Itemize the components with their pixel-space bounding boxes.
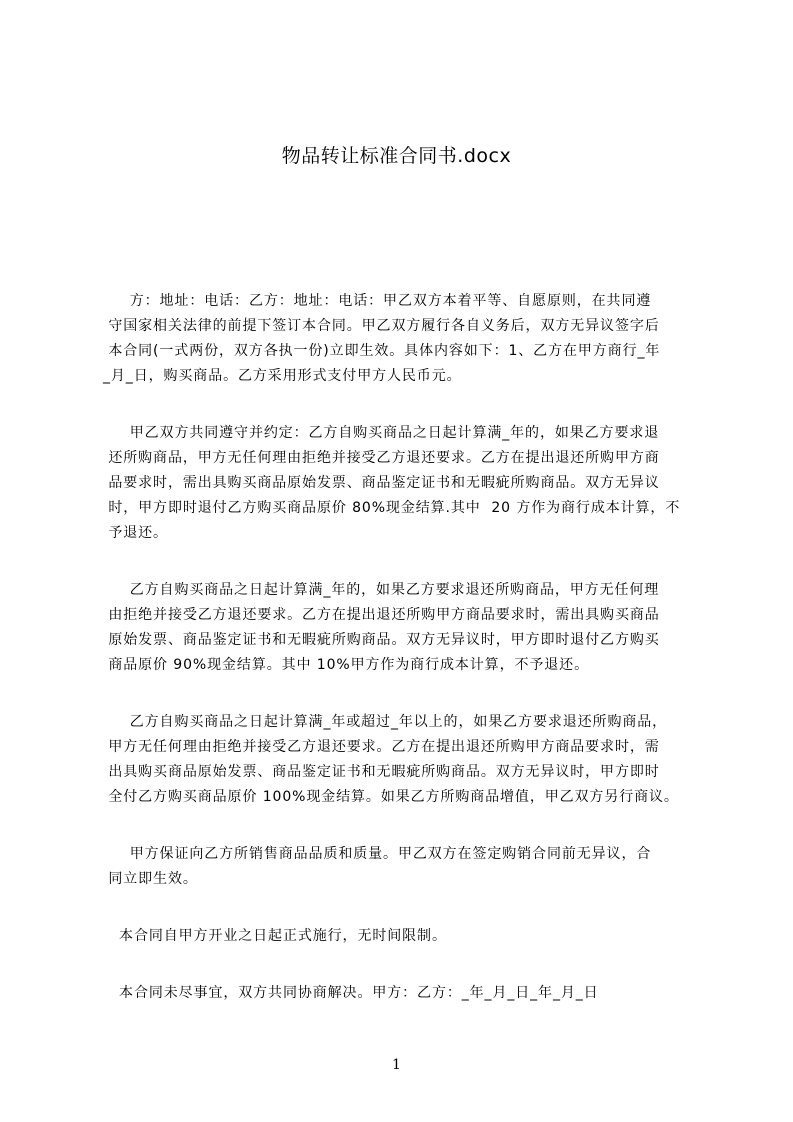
text-line: 甲乙双方共同遵守并约定：乙方自购买商品之日起计算满_年的，如果乙方要求退 — [103, 425, 660, 441]
paragraph-spacer — [103, 892, 703, 924]
paragraph-5 — [103, 842, 703, 892]
paragraph-spacer — [103, 546, 703, 578]
paragraph-6 — [103, 924, 703, 949]
text-line: 本合同(一式两份，双方各执一份)立即生效。具体内容如下：1、乙方在甲方商行_年 — [103, 343, 661, 359]
text-line: _月_日，购买商品。乙方采用形式支付甲方人民币元。 — [103, 368, 462, 384]
text-line: 出具购买商品原始发票、商品鉴定证书和无暇疵所购商品。双方无异议时，甲方即时 — [103, 764, 660, 780]
page-number: 1 — [392, 1057, 401, 1073]
document-body — [103, 289, 703, 1006]
paragraph-spacer — [103, 949, 703, 981]
paragraph-spacer — [103, 810, 703, 842]
text-line: 由拒绝并接受乙方退还要求。乙方在提出退还所购甲方商品要求时，需出具购买商品 — [103, 607, 660, 623]
text-line: 予退还。 — [103, 525, 168, 541]
paragraph-2 — [103, 421, 703, 546]
paragraph-spacer — [103, 678, 703, 710]
paragraph-1 — [103, 289, 703, 389]
paragraph-3 — [103, 578, 703, 678]
text-line: 同立即生效。 — [103, 871, 198, 887]
text-line: 时，甲方即时退付乙方购买商品原价 80%现金结算.其中 20 方作为商行成本计算，不 — [103, 500, 681, 516]
text-line: 原始发票、商品鉴定证书和无暇疵所购商品。双方无异议时，甲方即时退付乙方购买 — [103, 632, 660, 648]
text-line: 本合同自甲方开业之日起正式施行，无时间限制。 — [103, 928, 447, 944]
text-line: 乙方自购买商品之日起计算满_年或超过_年以上的，如果乙方要求退还所购商品， — [103, 714, 668, 730]
text-line: 本合同未尽事宜，双方共同协商解决。甲方：乙方：_年_月_日_年_月_日 — [103, 985, 599, 1001]
text-line: 守国家相关法律的前提下签订本合同。甲乙双方履行各自义务后，双方无异议签字后 — [103, 318, 660, 334]
text-line: 方：地址：电话：乙方：地址：电话：甲乙双方本着平等、自愿原则，在共同遵 — [103, 293, 652, 309]
paragraph-7 — [103, 981, 703, 1006]
text-line: 甲方保证向乙方所销售商品品质和质量。甲乙双方在签定购销合同前无异议，合 — [103, 846, 652, 862]
text-line: 全付乙方购买商品原价 100%现金结算。如果乙方所购商品增值，甲乙双方另行商议。 — [103, 789, 679, 805]
document-title: 物品转让标准合同书.docx — [281, 145, 512, 167]
paragraph-4 — [103, 710, 703, 810]
text-line: 还所购商品，甲方无任何理由拒绝并接受乙方退还要求。乙方在提出退还所购甲方商 — [103, 450, 660, 466]
paragraph-spacer — [103, 389, 703, 421]
text-line: 乙方自购买商品之日起计算满_年的，如果乙方要求退还所购商品，甲方无任何理 — [103, 582, 660, 598]
text-line: 商品原价 90%现金结算。其中 10%甲方作为商行成本计算，不予退还。 — [103, 657, 589, 673]
text-line: 品要求时，需出具购买商品原始发票、商品鉴定证书和无暇疵所购商品。双方无异议 — [103, 475, 660, 491]
text-line: 甲方无任何理由拒绝并接受乙方退还要求。乙方在提出退还所购甲方商品要求时，需 — [103, 739, 660, 755]
